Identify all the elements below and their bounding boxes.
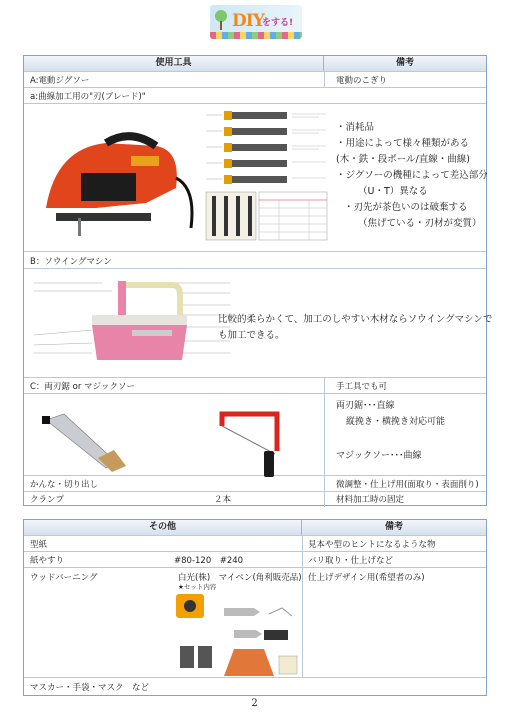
burning-set-label: ★セット内容 [178,583,217,591]
blade-notes [336,120,488,232]
sandpaper-row [24,552,486,568]
blade-note-7: （焦げている・刃材が変質） [358,218,482,229]
sandpaper-grit: #80-120 #240 [174,556,244,566]
saw-detail-3: マジックソー･･･曲線 [336,451,422,461]
plane-note: 微調整・仕上げ用(面取り・表面削り) [336,480,479,490]
others-header-note: 備考 [384,522,403,532]
page-number: 2 [251,698,258,709]
logo-text: DIY [232,11,264,31]
saw-row [24,378,486,394]
logo-subtext: をする! [262,18,294,28]
sewing-note-line1: 比較的柔らかくて、加工のしやすい木材ならソウイングマシンで [218,314,493,325]
jigsaw-name: A:電動ジグソー [30,76,90,86]
others-table [23,519,487,696]
sandpaper-note: バリ取り・仕上げなど [308,556,394,566]
sewing-name: B：ソウイングマシン [30,257,112,267]
clamp-name: クランプ [30,495,65,505]
divider [324,72,325,88]
misc-items: マスカー・手袋・マスク など [30,683,150,693]
sewing-row [24,252,486,269]
pattern-row [24,536,486,552]
saw-name: C：両刃鋸 or マジックソー [30,382,136,392]
plane-name: かんな・切り出し [30,480,99,490]
logo-stripe [210,32,302,39]
clamp-qty: ２本 [214,495,232,505]
jigsaw-row [24,72,486,88]
blade-caption: a:曲線加工用の"刃(ブレード)" [30,92,146,102]
clamp-row [24,492,486,507]
blade-note-3: (木・鉄・段ボール/直線・曲線) [336,154,470,165]
plane-row [24,476,486,492]
saw-detail-1: 両刃鋸･･･直線 [336,401,395,411]
pattern-name: 型紙 [30,540,48,550]
others-header-item: その他 [24,520,302,535]
pattern-note: 見本や型のヒントになるような物 [308,540,436,550]
blade-types-chart [204,104,329,244]
blade-note-4: ・ジグソーの機種によって差込部分 [336,170,488,181]
jigsaw-photo [36,118,196,243]
magic-saw-photo [212,406,287,478]
burning-name: ウッドバーニング [30,573,98,583]
blade-caption-row [24,88,486,104]
saw-detail-2: 縦挽き・横挽き対応可能 [346,417,446,427]
burning-tool: 白光(株) マイペン(角利販売品) [178,573,302,583]
tree-icon [214,9,228,31]
clamp-note: 材料加工時の固定 [336,495,405,505]
diy-logo [210,5,302,39]
blade-note-1: ・消耗品 [336,122,375,133]
misc-row [24,678,486,695]
tools-table [23,55,493,506]
jigsaw-note: 電動のこぎり [336,76,388,86]
sewing-note-line2: も加工できる。 [218,330,285,341]
ryoba-saw-photo [36,412,126,472]
tools-header-row [24,56,486,72]
blade-note-5: （U・T）異なる [358,186,428,197]
saw-note: 手工具でも可 [336,382,388,392]
sandpaper-name: 紙やすり [30,556,65,566]
tools-header-note: 備考 [395,58,414,68]
sewing-machine-photo [32,275,232,367]
others-header-row [24,520,486,536]
tools-header-tool: 使用工具 [24,56,324,71]
burning-note: 仕上げデザイン用(希望者のみ) [308,573,425,583]
divider [324,378,325,476]
wood-burning-set-photo [174,594,299,679]
blade-note-6: ・刃先が茶色いのは破棄する [344,202,468,213]
blade-note-2: ・用途によって様々種類がある [336,138,470,149]
divider [302,536,303,678]
